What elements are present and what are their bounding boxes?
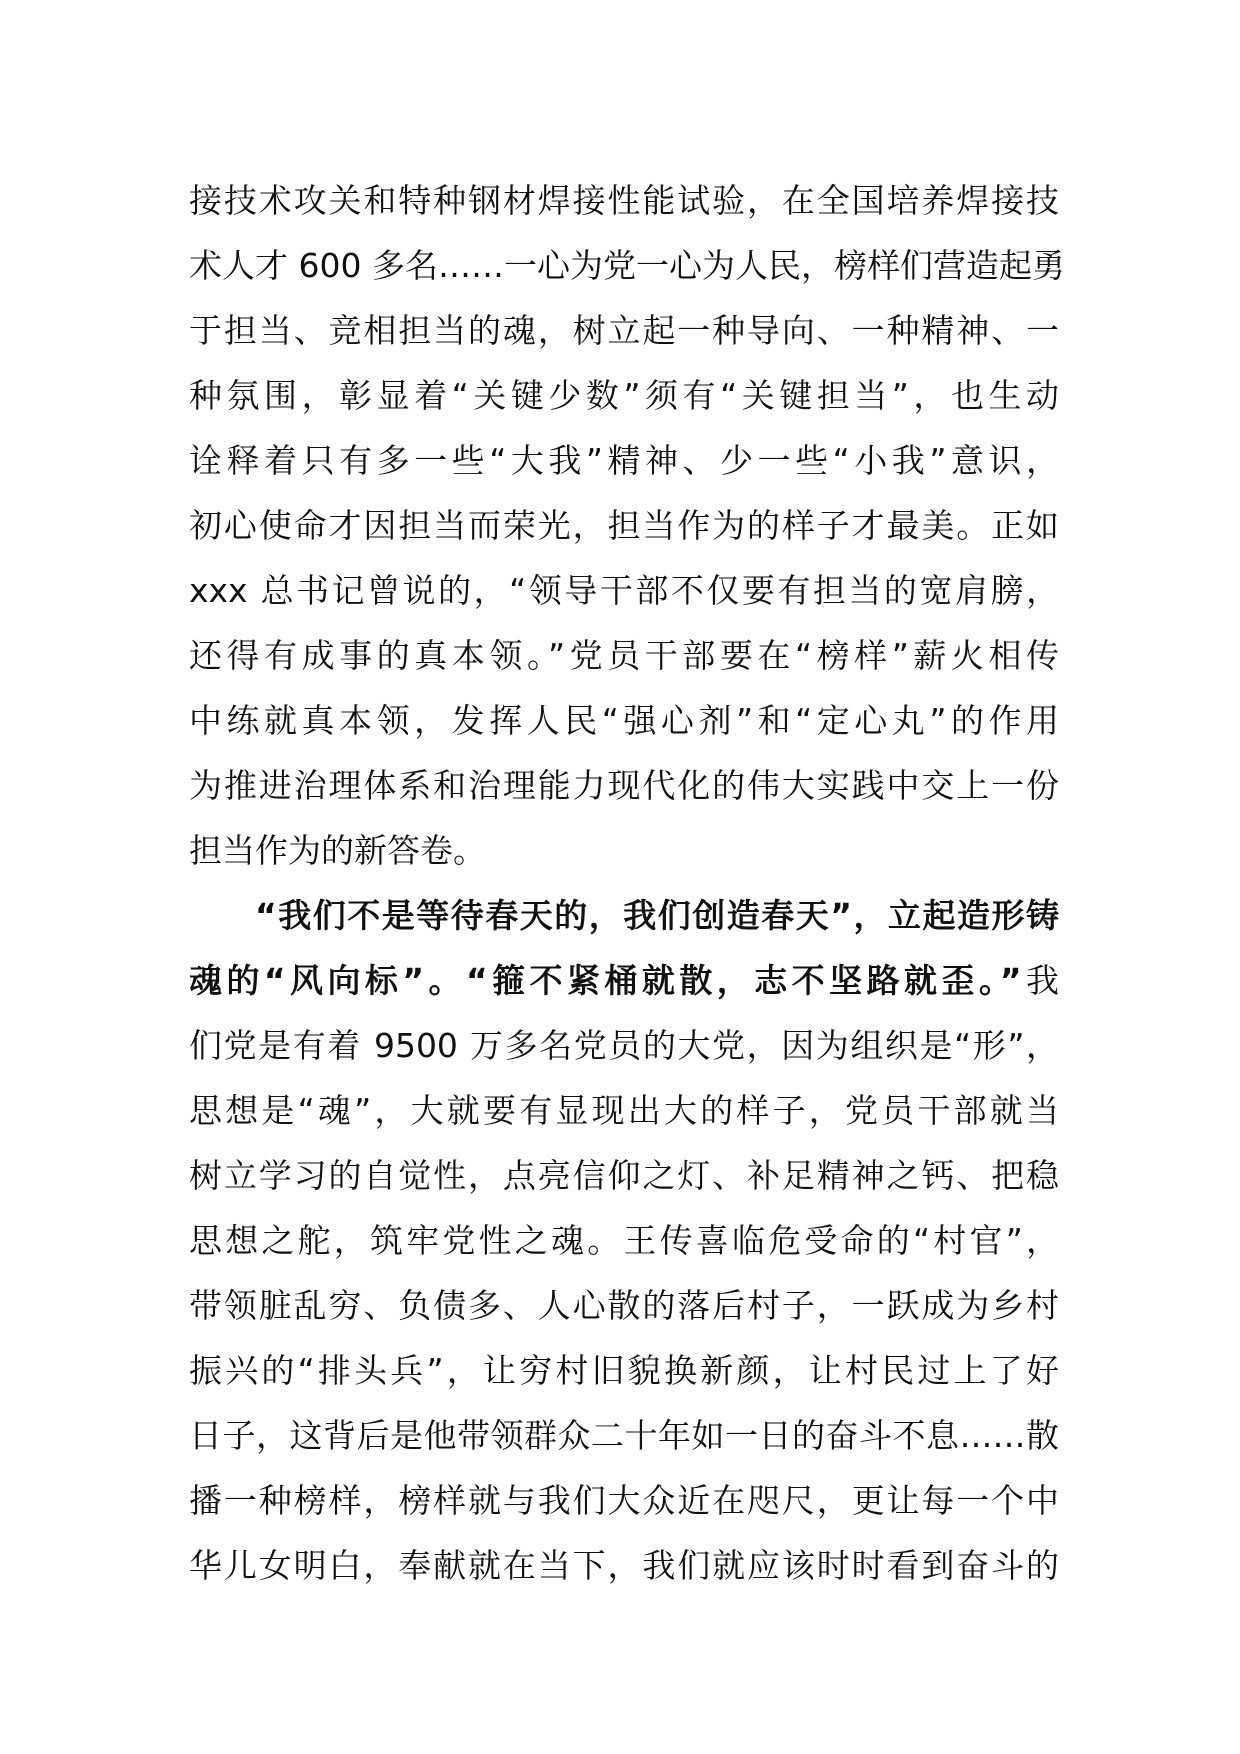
text-line: 诠释着只有多一些“大我”精神、少一些“小我”意识， bbox=[189, 441, 1059, 480]
text-line: 担当作为的新答卷。 bbox=[189, 831, 486, 870]
text-line: 带领脏乱穷、负债多、人心散的落后村子，一跃成为乡村 bbox=[189, 1286, 1059, 1325]
text-line: 中练就真本领，发挥人民“强心剂”和“定心丸”的作用 bbox=[189, 701, 1059, 740]
text-line: xxx 总书记曾说的，“领导干部不仅要有担当的宽肩膀， bbox=[189, 571, 1059, 610]
text-line: 树立学习的自觉性，点亮信仰之灯、补足精神之钙、把稳 bbox=[189, 1156, 1059, 1195]
document-body bbox=[189, 168, 1065, 1598]
paragraph-continuation-text: 我 bbox=[1021, 961, 1059, 1000]
text-line: 播一种榜样，榜样就与我们大众近在咫尺，更让每一个中 bbox=[189, 1481, 1059, 1520]
text-line: 振兴的“排头兵”，让穷村旧貌换新颜，让村民过上了好 bbox=[189, 1351, 1059, 1390]
text-line: 华儿女明白，奉献就在当下，我们就应该时时看到奋斗的 bbox=[189, 1546, 1059, 1585]
text-line: 于担当、竞相担当的魂，树立起一种导向、一种精神、一 bbox=[189, 311, 1059, 350]
paragraph-heading-line-mixed bbox=[189, 948, 1059, 1013]
text-line: 日子，这背后是他带领群众二十年如一日的奋斗不息……散 bbox=[189, 1416, 1059, 1455]
text-line: 思想之舵，筑牢党性之魂。王传喜临危受命的“村官”， bbox=[189, 1221, 1059, 1260]
text-line: 们党是有着 9500 万多名党员的大党，因为组织是“形”， bbox=[189, 1026, 1059, 1065]
text-line: 思想是“魂”，大就要有显现出大的样子，党员干部就当 bbox=[189, 1091, 1059, 1130]
paragraph-2 bbox=[189, 883, 1059, 1598]
text-line: 术人才 600 多名……一心为党一心为人民，榜样们营造起勇 bbox=[189, 246, 1065, 285]
text-line: 为推进治理体系和治理能力现代化的伟大实践中交上一份 bbox=[189, 766, 1059, 805]
paragraph-1 bbox=[189, 168, 1065, 883]
text-line: 初心使命才因担当而荣光，担当作为的样子才最美。正如 bbox=[189, 506, 1059, 545]
text-line: 还得有成事的真本领。”党员干部要在“榜样”薪火相传 bbox=[189, 636, 1059, 675]
paragraph-heading-line: “我们不是等待春天的，我们创造春天”，立起造形铸 bbox=[255, 896, 1059, 935]
text-line: 种氛围，彰显着“关键少数”须有“关键担当”，也生动 bbox=[189, 376, 1059, 415]
text-line: 接技术攻关和特种钢材焊接性能试验，在全国培养焊接技 bbox=[189, 181, 1059, 220]
paragraph-heading-text: 魂的“风向标”。“箍不紧桶就散，志不坚路就歪。” bbox=[189, 961, 1022, 1000]
